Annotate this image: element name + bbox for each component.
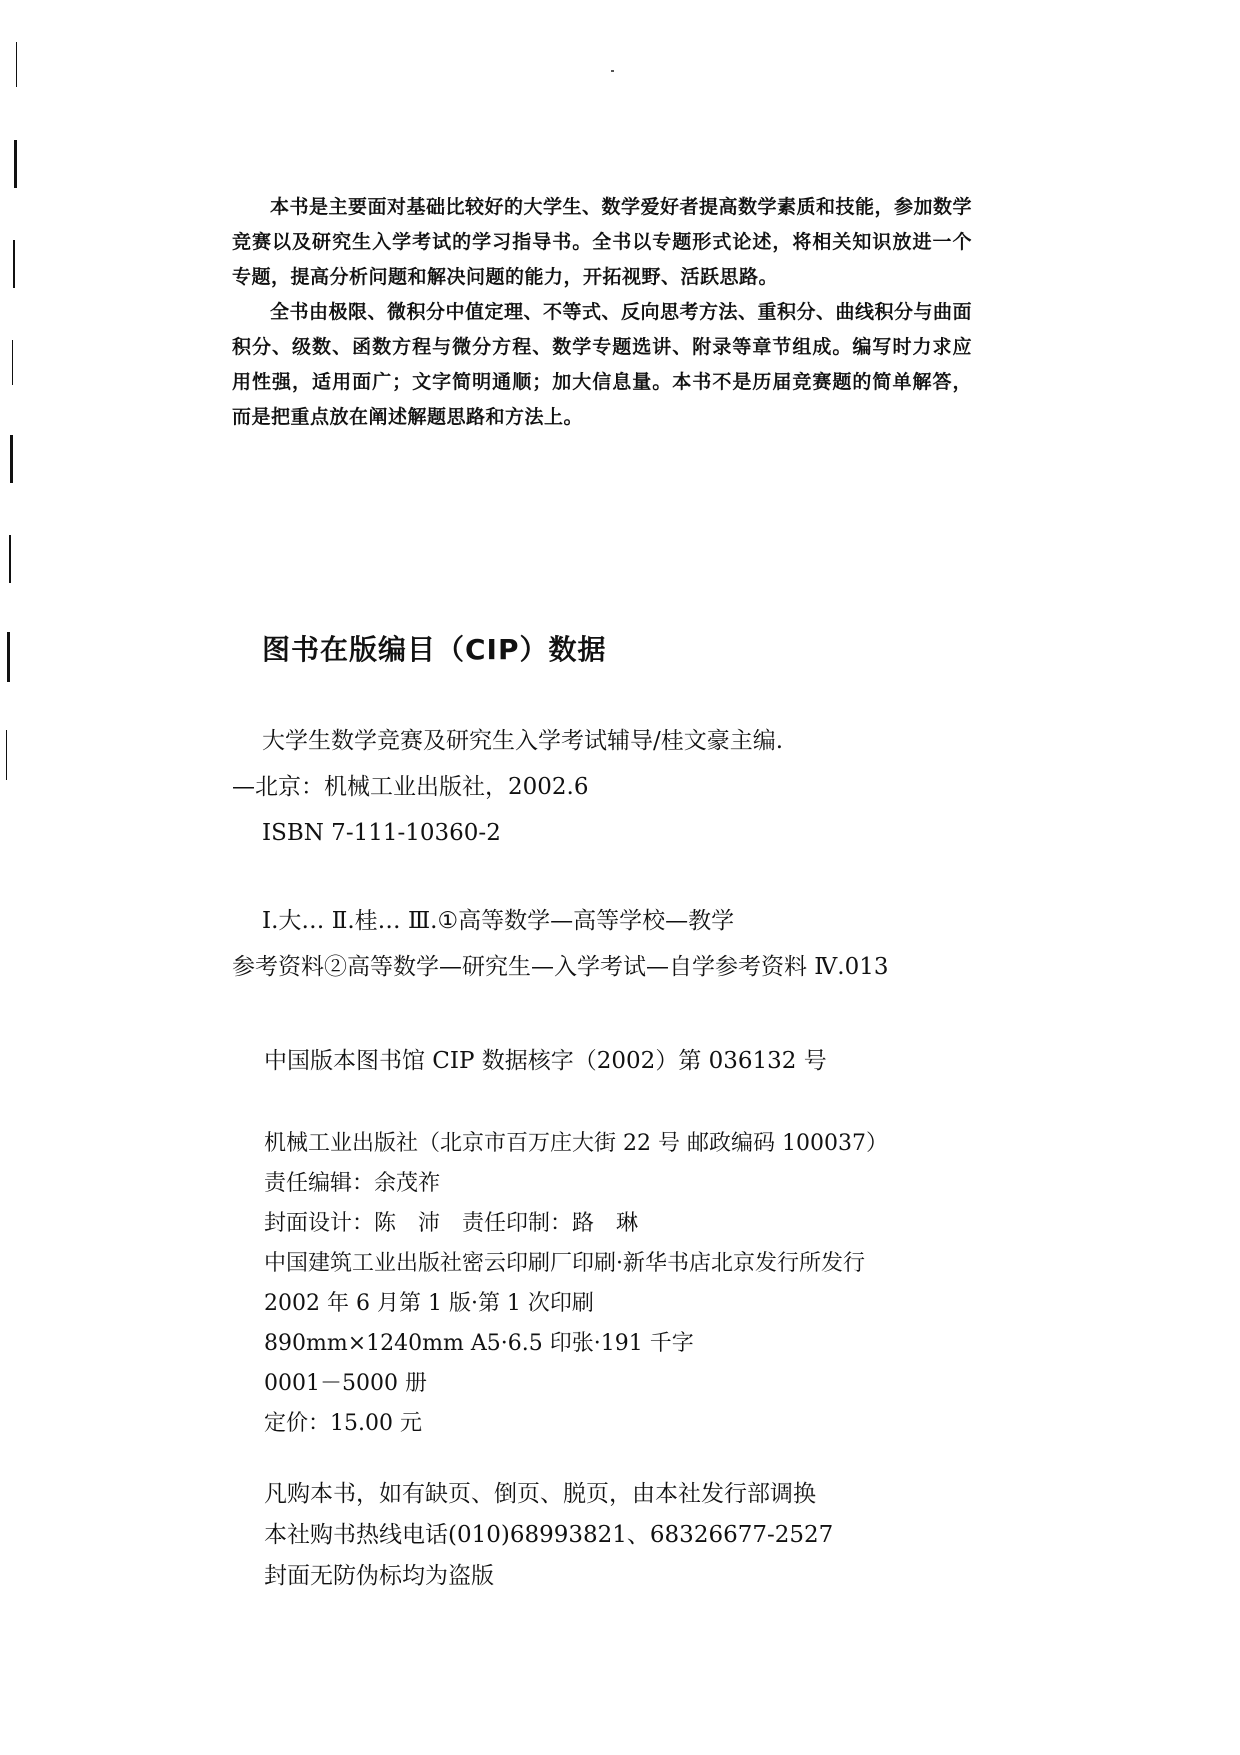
cip-entry <box>232 718 783 856</box>
printer-distributor-line: 中国建筑工业出版社密云印刷厂印刷·新华书店北京发行所发行 <box>264 1251 865 1276</box>
cip-class-line: Ⅰ.大… Ⅱ.桂… Ⅲ.①高等数学—高等学校—教学 <box>262 908 735 934</box>
cip-classification <box>232 898 889 990</box>
binding-mark <box>14 140 17 188</box>
abstract-paragraph: 全书由极限、微积分中值定理、不等式、反向思考方法、重积分、曲线积分与曲面积分、级数、函数方程与微分方程、数学专题选讲、附录等章节组成。编写时力求应用性强，适用面广；文字简明通顺；加大信息量。本书不是历届竞赛题的简单解答，而是把重点放在阐述解题思路和方法上。 <box>232 301 973 428</box>
editor-line: 责任编辑：余茂祚 <box>264 1171 441 1196</box>
binding-mark <box>12 340 13 385</box>
publisher-address: 机械工业出版社（北京市百万庄大街 22 号 邮政编码 100037） <box>264 1131 888 1156</box>
binding-mark <box>6 730 7 780</box>
purchase-notice <box>264 1474 833 1597</box>
cip-heading: 图书在版编目（CIP）数据 <box>262 633 607 666</box>
price-line: 定价：15.00 元 <box>264 1411 422 1436</box>
edition-line: 2002 年 6 月第 1 版·第 1 次印刷 <box>264 1291 594 1316</box>
cip-approval-number: 中国版本图书馆 CIP 数据核字（2002）第 036132 号 <box>264 1048 827 1074</box>
notice-line: 凡购本书，如有缺页、倒页、脱页，由本社发行部调换 <box>264 1481 816 1507</box>
notice-line: 封面无防伪标均为盗版 <box>264 1563 494 1589</box>
binding-mark <box>10 435 13 483</box>
notice-line: 本社购书热线电话(010)68993821、68326677-2527 <box>264 1522 834 1548</box>
abstract-paragraph: 本书是主要面对基础比较好的大学生、数学爱好者提高数学素质和技能，参加数学竞赛以及研究生入学考试的学习指导书。全书以专题形式论述，将相关知识放进一个专题，提高分析问题和解决问题的能力，开拓视野、活跃思路。 <box>232 196 973 288</box>
binding-mark <box>9 535 11 583</box>
format-line: 890mm×1240mm A5·6.5 印张·191 千字 <box>264 1331 694 1356</box>
book-abstract <box>232 190 972 435</box>
binding-mark <box>16 42 17 87</box>
imprint-block <box>264 1124 888 1444</box>
binding-mark <box>13 240 15 288</box>
scan-speck <box>611 70 614 72</box>
cip-class-line: 参考资料②高等数学—研究生—入学考试—自学参考资料 Ⅳ.013 <box>232 954 889 980</box>
cip-isbn-line: ISBN 7-111-10360-2 <box>262 820 501 846</box>
cip-publisher-line: —北京：机械工业出版社，2002.6 <box>232 774 589 800</box>
binding-mark <box>7 632 10 682</box>
design-print-line: 封面设计：陈 沛 责任印制：路 琳 <box>264 1211 639 1236</box>
print-run-line: 0001－5000 册 <box>264 1371 427 1396</box>
cip-title-line: 大学生数学竞赛及研究生入学考试辅导/桂文豪主编. <box>262 728 784 754</box>
